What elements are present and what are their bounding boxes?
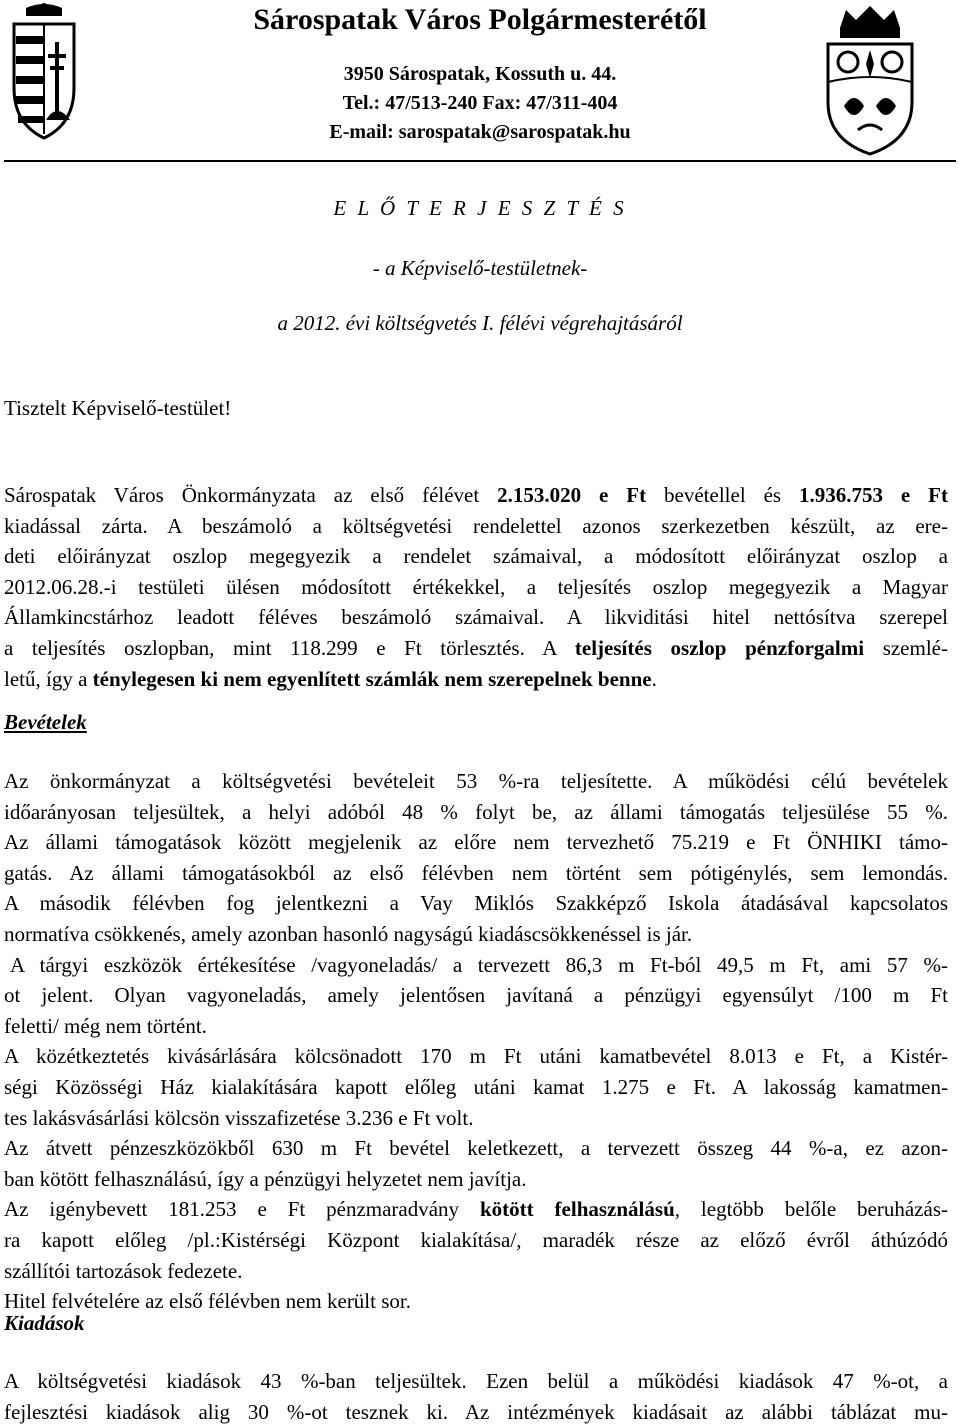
intro-paragraph [4,480,948,694]
text-line: ban kötött felhasználású, így a pénzügyi helyzetet nem javítja. [4,1166,527,1191]
text-line: letű, így a ténylegesen ki nem egyenlített számlák nem szerepelnek benne. [4,666,657,691]
text-line: feletti/ még nem történt. [4,1013,207,1038]
header-title: Sárospatak Város Polgármesterétől [253,3,707,36]
text-line: A költségvetési kiadások 43 %-ban teljesültek. Ezen belül a működési kiadások 47 %-ot, a [4,1369,948,1393]
text-line: ségi Közösségi Ház kialakítására kapott előleg utáni kamat 1.275 e Ft. A lakosság kamatmen- [4,1074,948,1099]
text-line: Az igénybevett 181.253 e Ft pénzmaradvány kötött felhasználású, legtöbb belőle beruházás- [4,1197,948,1222]
header-divider [4,160,956,162]
text-line: A második félévben fog jelentkezni a Vay Miklós Szakképző Iskola átadásával kapcsolatos [4,891,948,916]
text-line: deti előirányzat oszlop megegyezik a rendelet számaival, a módosított előirányzat oszlop a [4,544,948,569]
expenditure-paragraph [4,1366,948,1427]
text-line: tes lakásvásárlási kölcsön visszafizetése 3.236 e Ft volt. [4,1105,474,1130]
text-line: Az önkormányzat a költségvetési bevételeit 53 %-ra teljesítette. A működési célú bevételek [4,769,948,793]
text-line: időarányosan teljesültek, a helyi adóból 48 % folyt be, az állami támogatás teljesülése 55 %. [4,799,948,824]
text-line: kiadással zárta. A beszámoló a költségvetési rendelettel azonos szerkezetben készült, az ere- [4,513,948,538]
header-phone-fax: Tel.: 47/513-240 Fax: 47/311-404 [342,92,618,114]
text-line: Államkincstárhoz leadott féléves beszámoló számaival. A likviditási hitel nettósítva szerepel [4,605,948,630]
text-line: ot jelent. Olyan vagyoneladás, amely jelentősen javítaná a pénzügyi egyensúlyt /100 m Ft [4,983,948,1008]
text-line: Sárospatak Város Önkormányzata az első félévet 2.153.020 e Ft bevétellel és 1.936.753 e Ft [4,483,948,507]
revenue-paragraph [4,766,948,1317]
document-subject: a 2012. évi költségvetés I. félévi végrehajtásáról [277,311,683,335]
text-line: fejlesztési kiadások alig 30 %-ot tesznek ki. Az intézmények kiadásait az alábbi táblázat mu- [4,1399,948,1424]
document-addressee: - a Képviselő-testületnek- [372,256,588,280]
expenditure-heading: Kiadások [4,1311,85,1335]
hungarian-coat-of-arms-icon [8,2,80,142]
header-email: E-mail: sarospatak@sarospatak.hu [329,121,631,143]
sarospatak-coat-of-arms-icon [820,2,920,157]
text-line: Az átvett pénzeszközökből 630 m Ft bevétel keletkezett, a tervezett összeg 44 %-a, ez azon- [4,1136,948,1161]
header-address: 3950 Sárospatak, Kossuth u. 44. [343,63,617,85]
revenue-heading: Bevételek [4,710,87,734]
text-line: a teljesítés oszlopban, mint 118.299 e Ft törlesztés. A teljesítés oszlop pénzforgalmi szemlé- [4,635,948,660]
document-type: E L Ő T E R J E S Z T É S [333,196,627,220]
text-line: ra kapott előleg /pl.:Kistérségi Központ kialakítása/, maradék része az előző évről áthúzódó [4,1227,948,1252]
text-line: Az állami támogatások között megjelenik az előre nem tervezhető 75.219 e Ft ÖNHIKI támo- [4,830,948,855]
salutation: Tisztelt Képviselő-testület! [4,396,232,420]
text-line: normatíva csökkenés, amely azonban hasonló nagyságú kiadáscsökkenéssel is jár. [4,921,693,946]
text-line: gatás. Az állami támogatásokból az első félévben nem történt sem pótigénylés, sem lemondás. [4,860,948,885]
text-line: A közétkeztetés kivásárlására kölcsönadott 170 m Ft utáni kamatbevétel 8.013 e Ft, a Kistér- [4,1044,948,1069]
text-line: szállítói tartozások fedezete. [4,1258,243,1283]
text-line: Hitel felvételére az első félévben nem került sor. [4,1289,411,1314]
text-line: A tárgyi eszközök értékesítése /vagyoneladás/ a tervezett 86,3 m Ft-ból 49,5 m Ft, ami 57 %- [10,952,948,977]
text-line: 2012.06.28.-i testületi ülésen módosított értékekkel, a teljesítés oszlop megegyezik a Magyar [4,574,948,599]
